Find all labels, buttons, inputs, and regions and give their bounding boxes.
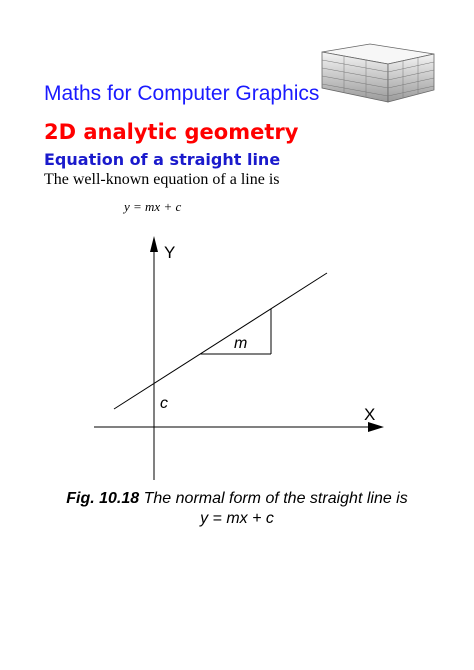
line-diagram — [80, 230, 400, 490]
cube-logo-icon — [318, 40, 438, 106]
y-axis-label: Y — [164, 243, 176, 262]
figure-number: Fig. 10.18 — [66, 490, 140, 507]
subsection-title: Equation of a straight line — [44, 150, 281, 169]
course-title: Maths for Computer Graphics — [44, 82, 320, 105]
x-axis-label: X — [364, 405, 376, 424]
intercept-label: c — [160, 395, 168, 412]
figure-caption — [0, 490, 474, 508]
slope-label: m — [234, 335, 248, 352]
y-axis-arrow-icon — [150, 236, 158, 252]
line-equation: y = mx + c — [124, 199, 182, 214]
caption-equation: y = mx + c — [200, 510, 274, 527]
section-title: 2D analytic geometry — [44, 120, 299, 144]
body-paragraph: The well-known equation of a line is — [44, 171, 280, 188]
caption-text: The normal form of the straight line is — [143, 490, 408, 507]
straight-line — [114, 273, 327, 409]
